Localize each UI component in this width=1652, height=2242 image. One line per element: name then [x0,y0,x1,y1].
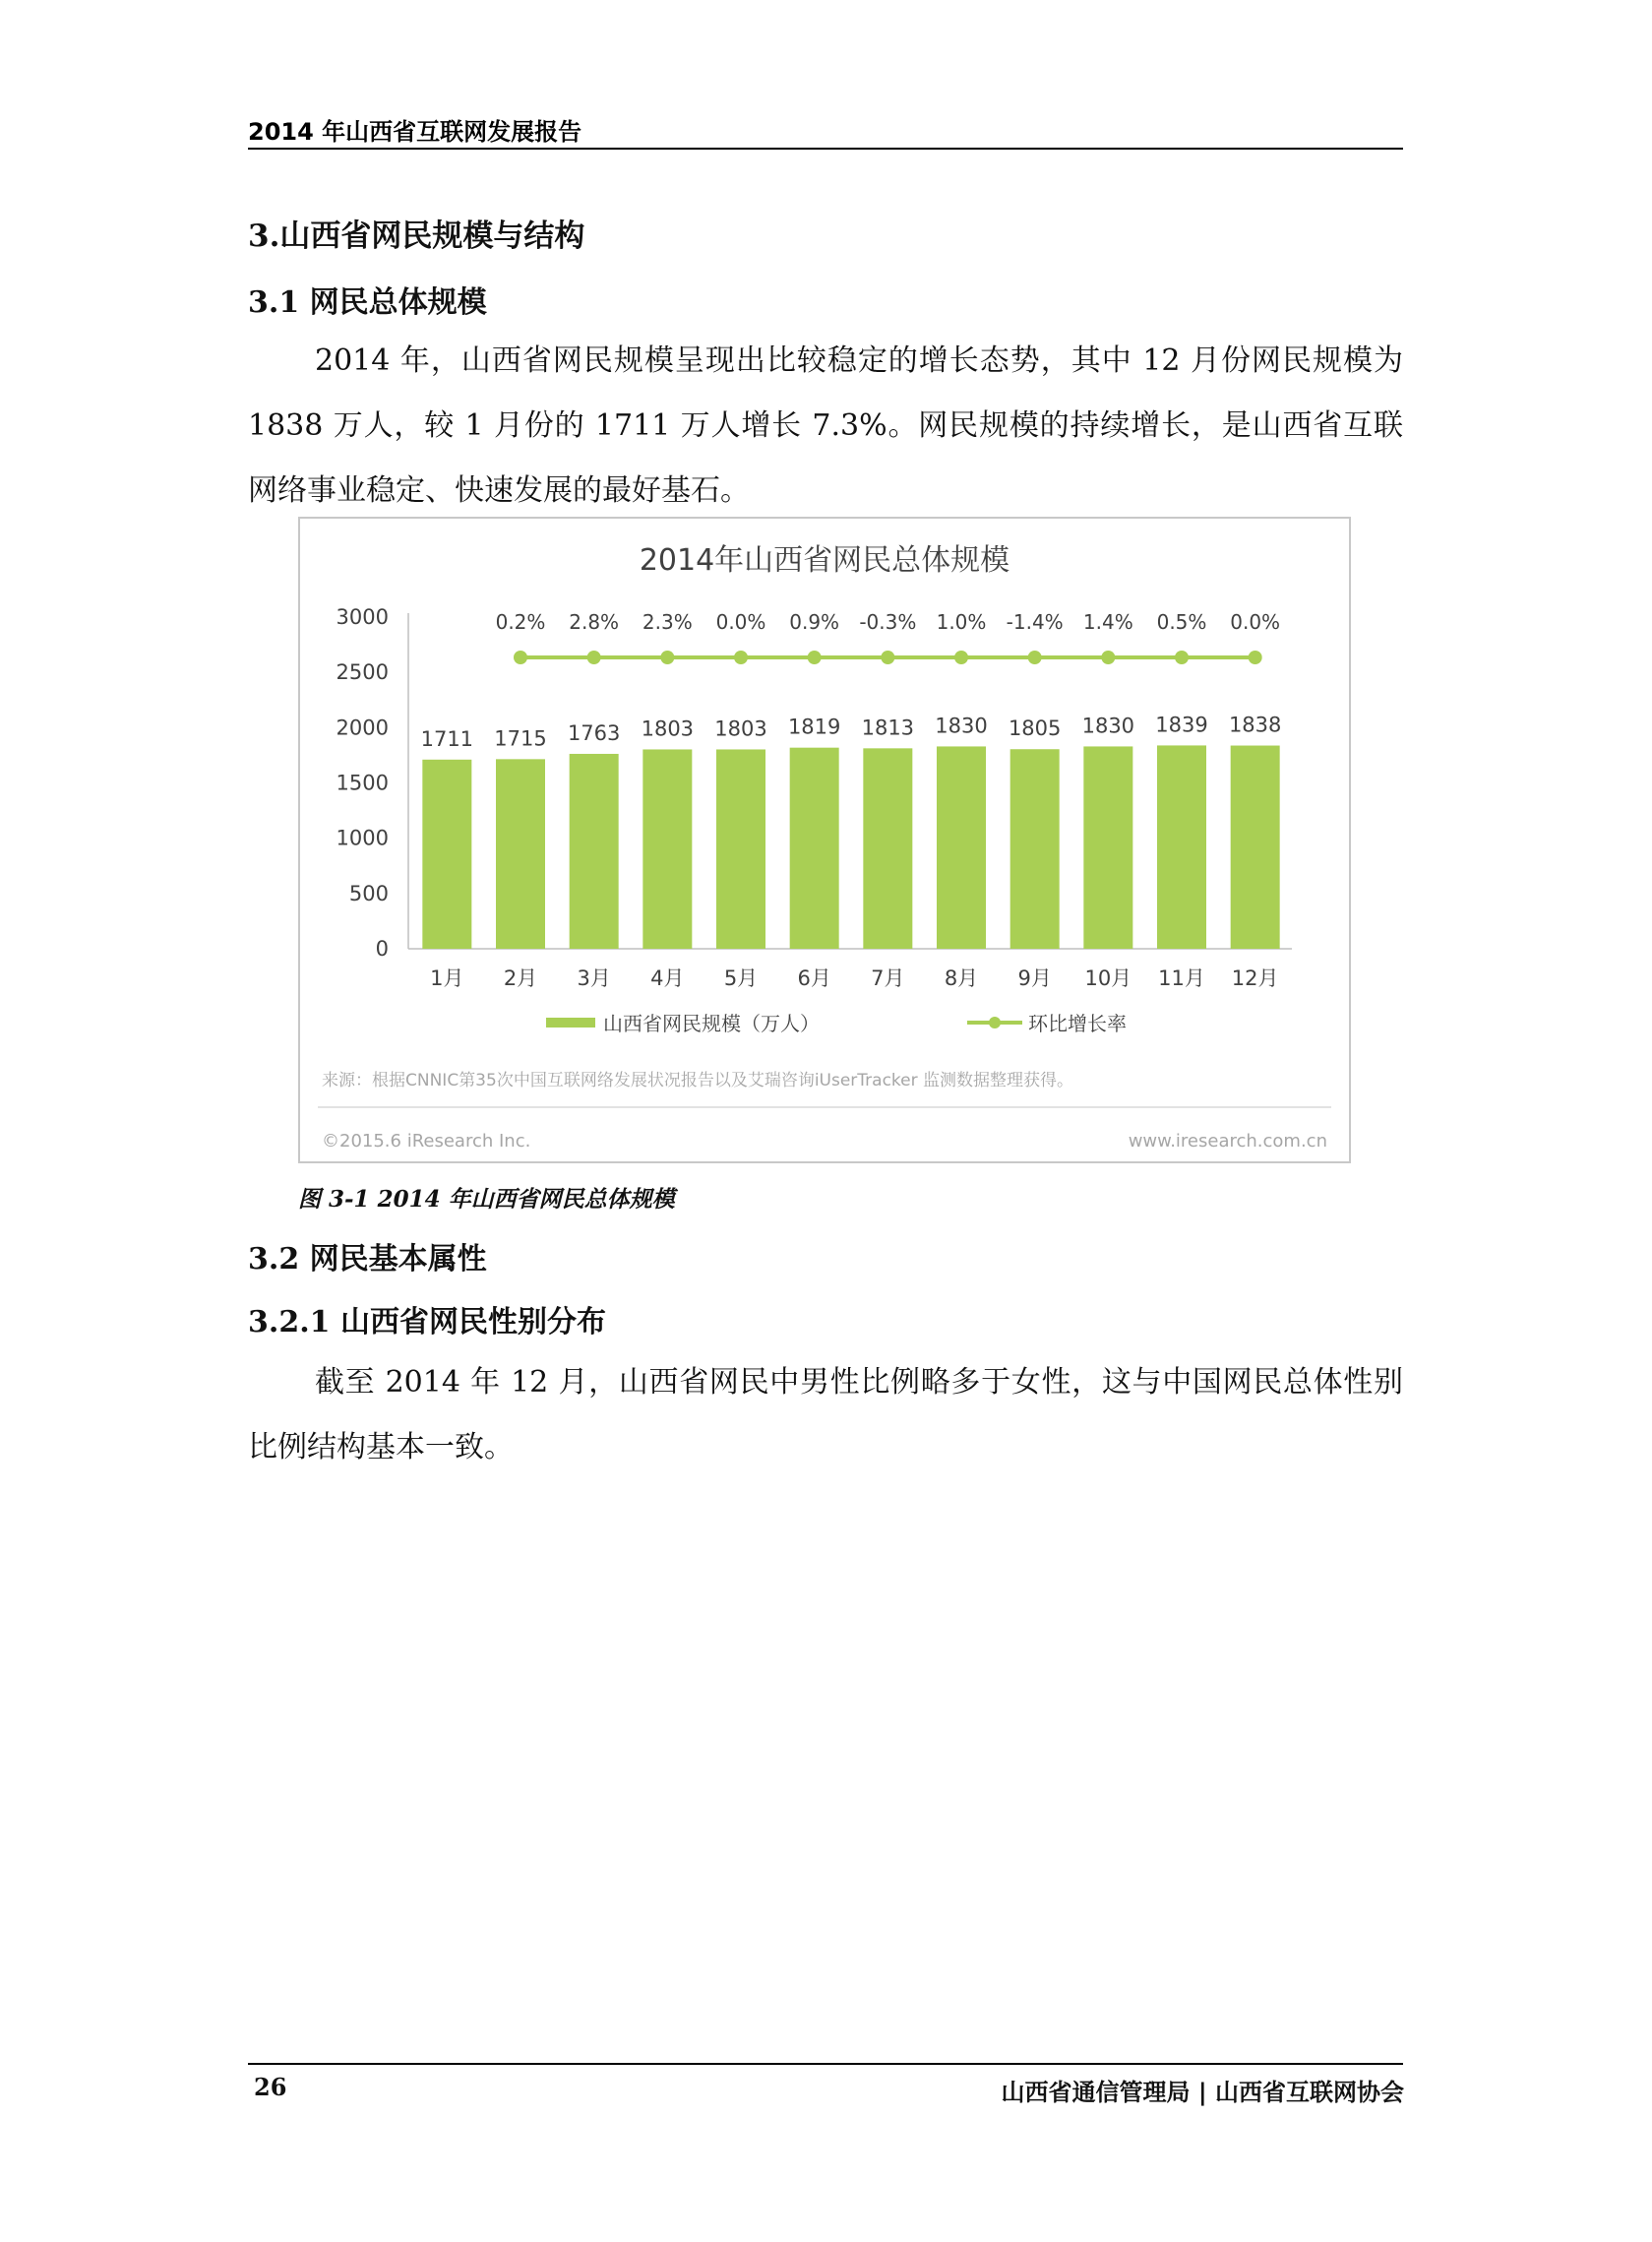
bar [570,754,619,949]
y-tick-label: 1000 [336,826,389,850]
growth-rate-label: 0.0% [715,610,766,634]
bar-value-label: 1763 [567,720,621,745]
chart-website: www.iresearch.com.cn [1128,1131,1327,1152]
chart-title: 2014年山西省网民总体规模 [639,543,1010,578]
chart-legend [546,1012,1127,1035]
bar [1010,749,1060,949]
growth-rate-label: 2.3% [642,610,693,634]
x-tick-label: 3月 [577,966,611,990]
x-tick-label: 9月 [1017,966,1052,990]
growth-rate-point [1175,651,1189,664]
growth-rate-point [587,651,601,664]
section-3-heading: 3.山西省网民规模与结构 [248,218,585,254]
footer-rule [248,2063,1403,2065]
chart-svg [300,519,1349,1161]
bar-value-label: 1813 [861,716,915,740]
bar-value-label: 1711 [420,726,474,751]
x-tick-label: 4月 [650,966,685,990]
chart-source-note: 来源：根据CNNIC第35次中国互联网络发展状况报告以及艾瑞咨询iUserTracker 监测数据整理获得。 [322,1071,1074,1090]
growth-rate-point [808,651,822,664]
line-series [496,610,1280,664]
bar-value-label: 1839 [1155,713,1208,737]
section-3-2-1-heading: 3.2.1 山西省网民性别分布 [248,1305,606,1339]
y-tick-label: 2500 [336,660,389,685]
legend-line-marker [989,1017,1001,1028]
x-tick-label: 5月 [723,966,759,990]
legend-bar-swatch [546,1018,595,1028]
bar-value-label: 1830 [935,714,988,738]
paragraph-text: 截至 2014 年 12 月，山西省网民中男性比例略多于女性，这与中国网民总体性别比例结构基本一致。 [248,1365,1403,1464]
growth-rate-label: 0.2% [495,610,546,634]
bar-value-label: 1838 [1228,713,1282,737]
bar [790,748,839,949]
bar [642,749,692,949]
growth-rate-point [881,651,894,664]
report-header: 2014 年山西省互联网发展报告 [248,118,582,146]
growth-rate-point [660,651,674,664]
chart-figure [298,517,1351,1163]
x-axis [430,966,1278,990]
bar-value-label: 1803 [714,716,767,741]
growth-rate-point [514,651,527,664]
x-tick-label: 7月 [871,966,905,990]
section-3-1-heading: 3.1 网民总体规模 [248,285,487,320]
bar-value-label: 1715 [494,726,547,751]
bar-value-label: 1803 [641,716,695,741]
growth-rate-point [1028,651,1042,664]
bar [716,749,765,949]
x-tick-label: 11月 [1158,966,1205,990]
bar-value-label: 1819 [787,715,841,739]
header-rule [248,148,1403,150]
growth-rate-label: 1.0% [936,610,987,634]
section-3-2-1-paragraph [248,1350,1403,1480]
bar [496,759,545,949]
y-tick-label: 1500 [336,771,389,795]
x-tick-label: 12月 [1231,966,1279,990]
growth-rate-label: -1.4% [1006,610,1064,634]
x-tick-label: 8月 [944,966,979,990]
bar-value-label: 1830 [1081,714,1135,738]
section-3-2-heading: 3.2 网民基本属性 [248,1242,487,1277]
bar [1231,746,1280,949]
bar [863,748,912,949]
x-tick-label: 6月 [797,966,831,990]
legend-bar-label: 山西省网民规模（万人） [603,1012,820,1035]
growth-rate-label: 0.0% [1230,610,1281,634]
x-tick-label: 10月 [1084,966,1132,990]
growth-rate-label: 1.4% [1082,610,1133,634]
growth-rate-label: -0.3% [859,610,917,634]
section-3-1-paragraph [248,329,1403,524]
bar [1083,746,1132,949]
bar [937,746,986,949]
x-tick-label: 1月 [430,966,464,990]
growth-rate-point [1101,651,1115,664]
growth-rate-label: 0.5% [1156,610,1207,634]
bar [422,760,471,949]
y-tick-label: 2000 [336,716,389,740]
y-tick-label: 3000 [336,605,389,629]
paragraph-text: 2014 年，山西省网民规模呈现出比较稳定的增长态势，其中 12 月份网民规模为 1838 万人，较 1 月份的 1711 万人增长 7.3%。网民规模的持续增长，是山西省互联网络事业稳定、快速发展的最好基石。 [248,343,1403,508]
growth-rate-label: 0.9% [789,610,840,634]
y-tick-label: 500 [348,881,389,905]
y-tick-label: 0 [375,937,389,961]
bar-value-label: 1805 [1008,716,1062,741]
bar [1157,745,1206,949]
x-tick-label: 2月 [503,966,538,990]
footer-organizations: 山西省通信管理局 | 山西省互联网协会 [1001,2079,1404,2106]
growth-rate-point [1249,651,1262,664]
legend-line-label: 环比增长率 [1028,1012,1127,1035]
figure-caption: 图 3-1 2014 年山西省网民总体规模 [298,1186,675,1213]
bar-series [421,713,1282,949]
growth-rate-point [954,651,968,664]
growth-rate-point [734,651,748,664]
page-number: 26 [254,2073,287,2101]
chart-copyright: ©2015.6 iResearch Inc. [322,1131,531,1152]
growth-rate-label: 2.8% [569,610,620,634]
